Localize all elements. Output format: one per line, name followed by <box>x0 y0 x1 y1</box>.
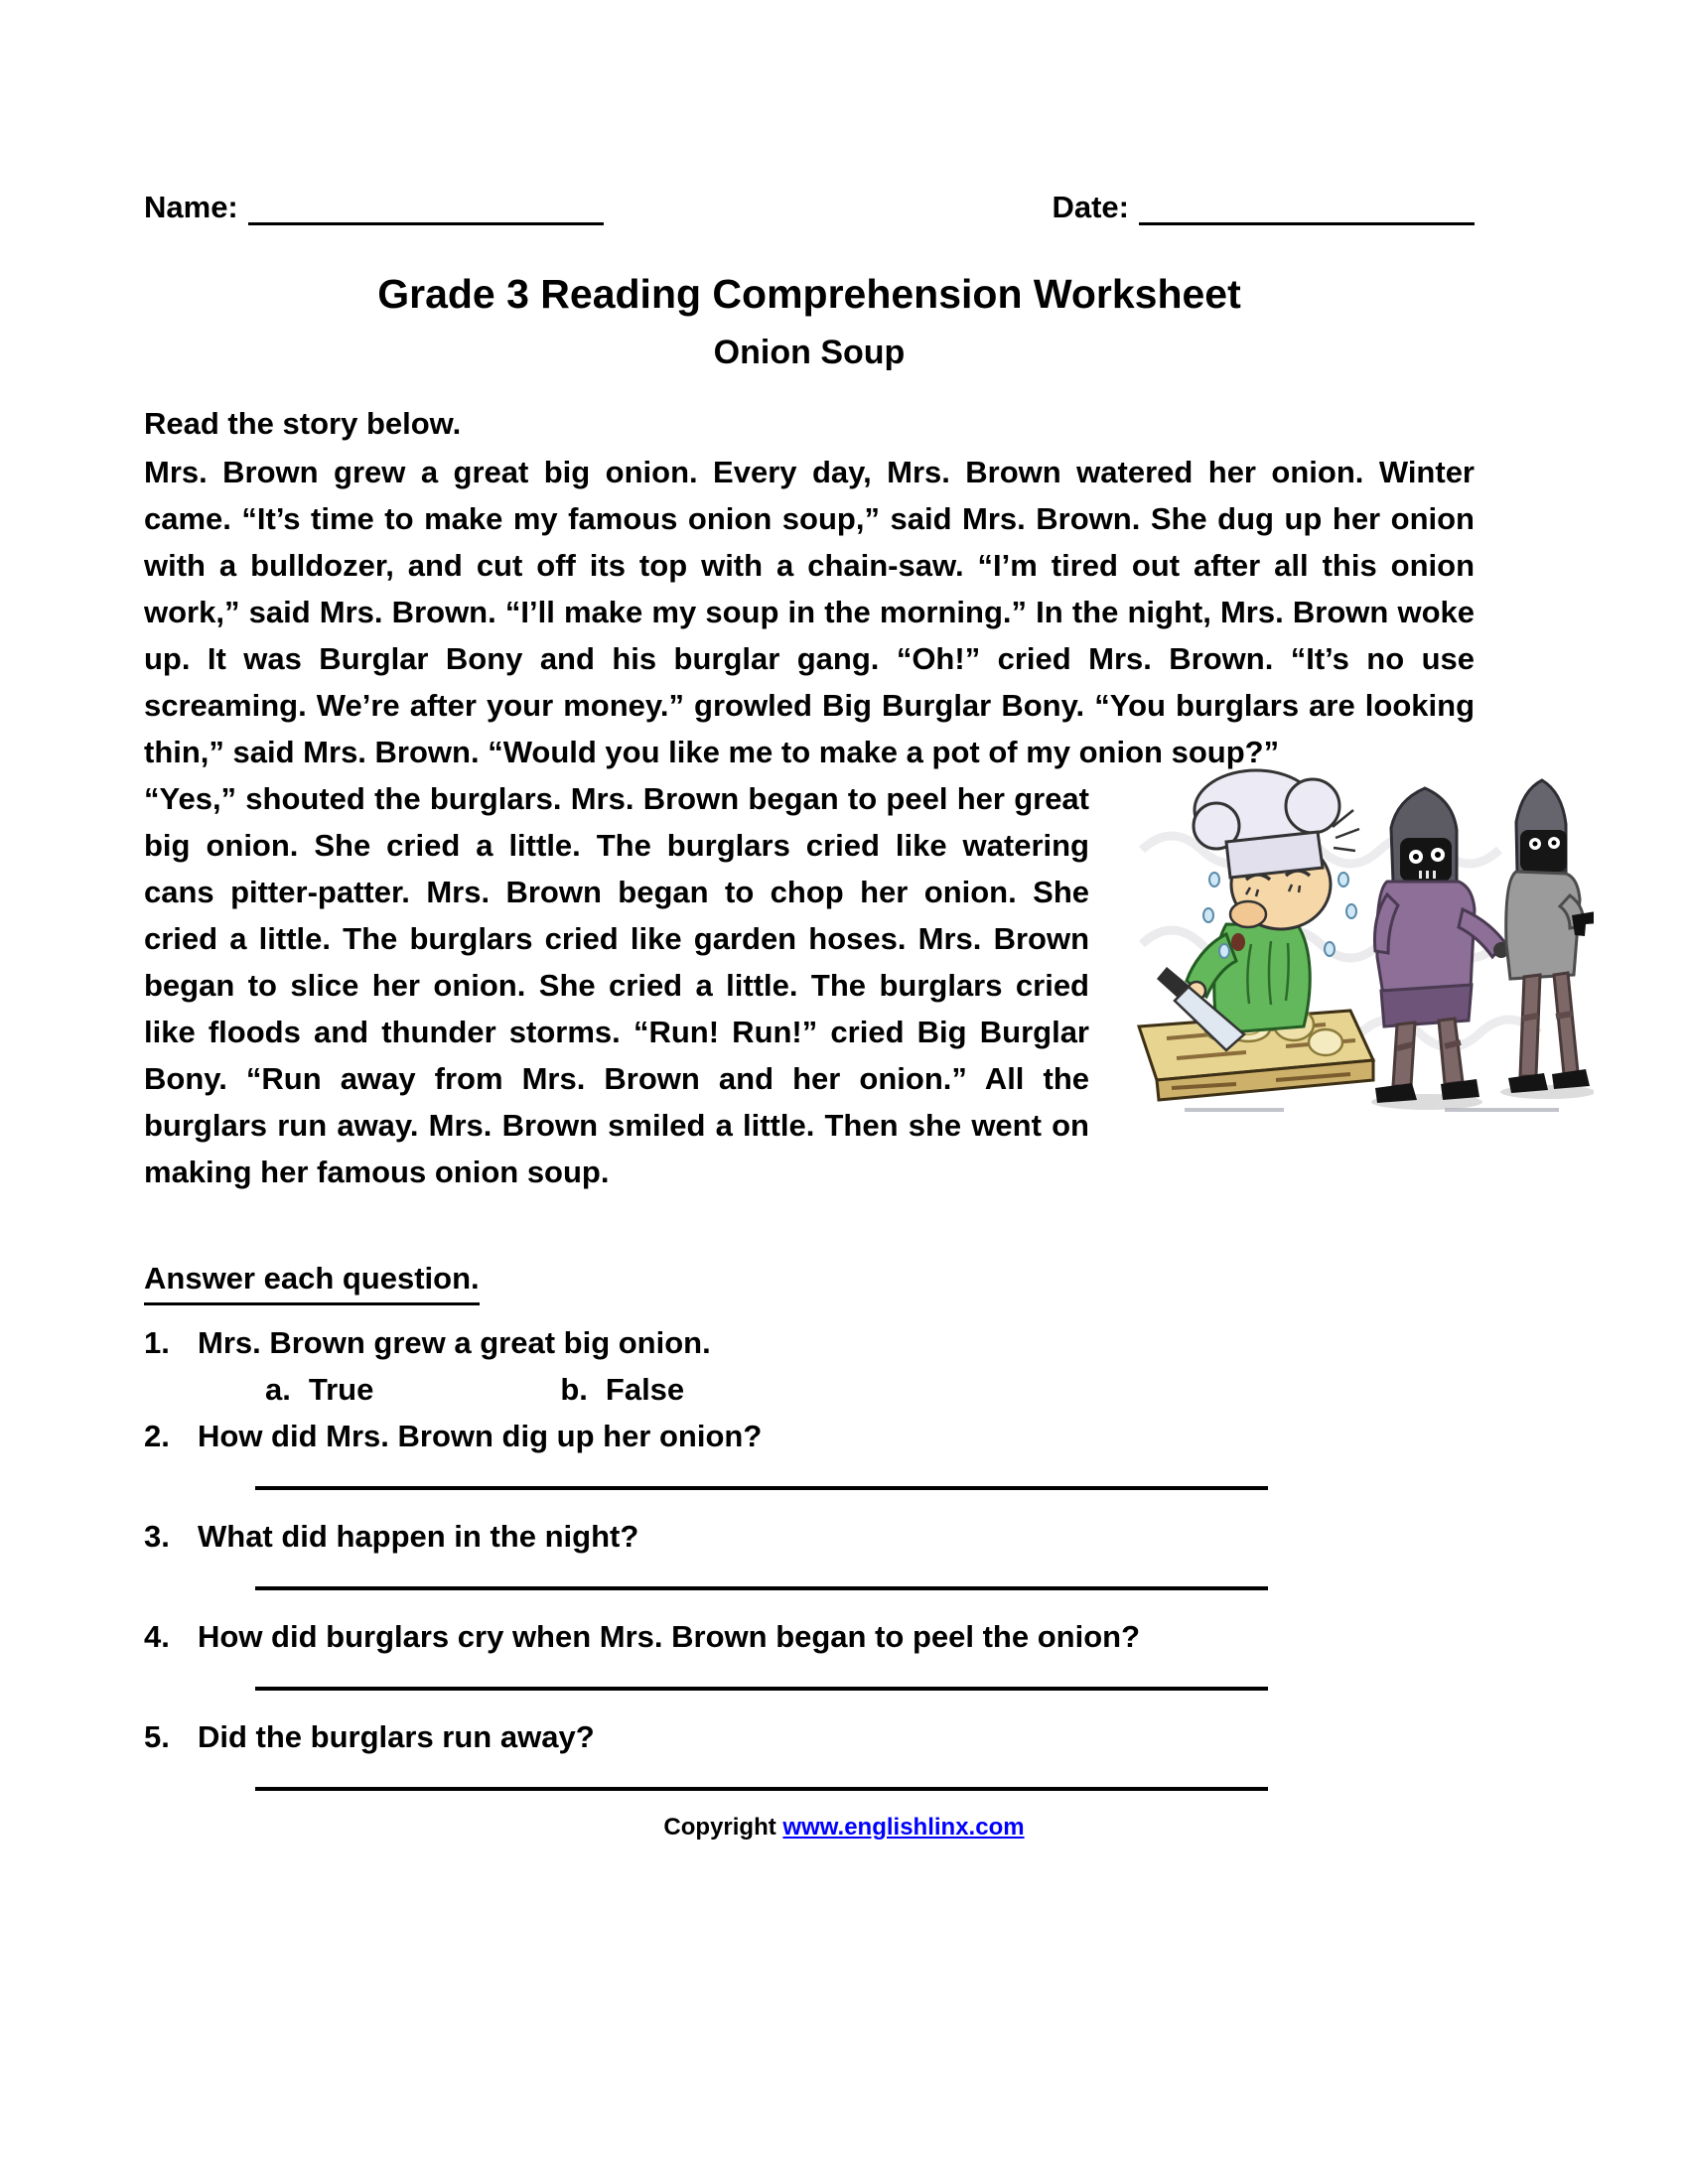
burglar-figures <box>1371 780 1594 1110</box>
questions-section <box>144 1255 1475 1791</box>
question-3-number: 3. <box>144 1519 170 1555</box>
questions-heading: Answer each question. <box>144 1255 1475 1305</box>
question-5 <box>144 1713 1475 1760</box>
question-2-number: 2. <box>144 1419 170 1454</box>
question-4 <box>144 1613 1475 1660</box>
date-field-group <box>1052 189 1475 225</box>
answer-line-q5[interactable] <box>255 1787 1268 1791</box>
name-blank-line[interactable] <box>248 189 604 225</box>
worksheet-subtitle: Onion Soup <box>713 334 906 372</box>
date-blank-line[interactable] <box>1139 189 1475 225</box>
option-false-label: False <box>605 1372 685 1408</box>
option-true[interactable] <box>265 1366 373 1413</box>
question-4-text: How did burglars cry when Mrs. Brown began to peel the onion? <box>198 1619 1141 1655</box>
answer-line-q4[interactable] <box>255 1687 1268 1691</box>
chef-figure <box>1139 770 1373 1100</box>
question-1-options <box>144 1366 1475 1413</box>
story-illustration <box>1127 731 1594 1118</box>
read-instruction: Read the story below. <box>144 406 462 442</box>
question-3-text: What did happen in the night? <box>198 1519 639 1555</box>
name-label: Name: <box>144 190 238 224</box>
question-1-text: Mrs. Brown grew a great big onion. <box>198 1325 711 1361</box>
clipart-svg <box>1127 731 1594 1118</box>
answer-line-q2[interactable] <box>255 1486 1268 1490</box>
question-1 <box>144 1319 1475 1366</box>
question-5-number: 5. <box>144 1719 170 1755</box>
story-text <box>144 449 1475 1195</box>
copyright-label: Copyright <box>663 1814 776 1842</box>
question-2 <box>144 1413 1475 1459</box>
story-paragraph-2: “Yes,” shouted the burglars. Mrs. Brown began to peel her great big onion. She cried a little. The burglars cried like watering cans pitter-patter. Mrs. Brown began to chop her onion. She cried a little. The burglars cried like garden hoses. Mrs. Brown began to slice her onion. She cried a little. The burglars cried like floods and thunder storms. “Run! Run!” cried Big Burglar Bony. “Run away from Mrs. Brown and her onion.” All the burglars run away. Mrs. Brown smiled a little. Then she went on making her famous onion soup. <box>144 781 1089 1190</box>
option-true-label: True <box>308 1372 374 1408</box>
name-field-group <box>144 189 604 225</box>
date-label: Date: <box>1052 190 1129 224</box>
worksheet-title: Grade 3 Reading Comprehension Worksheet <box>377 271 1241 317</box>
option-false[interactable] <box>560 1366 684 1413</box>
footer <box>0 1814 1688 1842</box>
option-false-letter: b. <box>560 1372 588 1408</box>
question-1-number: 1. <box>144 1325 170 1361</box>
question-3 <box>144 1513 1475 1560</box>
copyright-link[interactable]: www.englishlinx.com <box>782 1814 1025 1842</box>
header-row <box>144 189 1475 225</box>
story-paragraph-1: Mrs. Brown grew a great big onion. Every day, Mrs. Brown watered her onion. Winter came. “It’s time to make my famous onion soup,” said Mrs. Brown. She dug up her onion with a bulldozer, and cut off its top with a chain-saw. “I’m tired out after all this onion work,” said Mrs. Brown. “I’ll make my soup in the morning.” In the night, Mrs. Brown woke up. It was Burglar Bony and his burglar gang. “Oh!” cried Mrs. Brown. “It’s no use screaming. We’re after your money.” growled Big Burglar Bony. “You burglars are looking thin,” said Mrs. Brown. “Would you like me to make a pot of my onion soup?” <box>144 455 1475 770</box>
question-5-text: Did the burglars run away? <box>198 1719 595 1755</box>
caption-marks <box>1185 1108 1559 1112</box>
option-true-letter: a. <box>265 1372 291 1408</box>
question-2-text: How did Mrs. Brown dig up her onion? <box>198 1419 763 1454</box>
answer-line-q3[interactable] <box>255 1586 1268 1590</box>
question-4-number: 4. <box>144 1619 170 1655</box>
